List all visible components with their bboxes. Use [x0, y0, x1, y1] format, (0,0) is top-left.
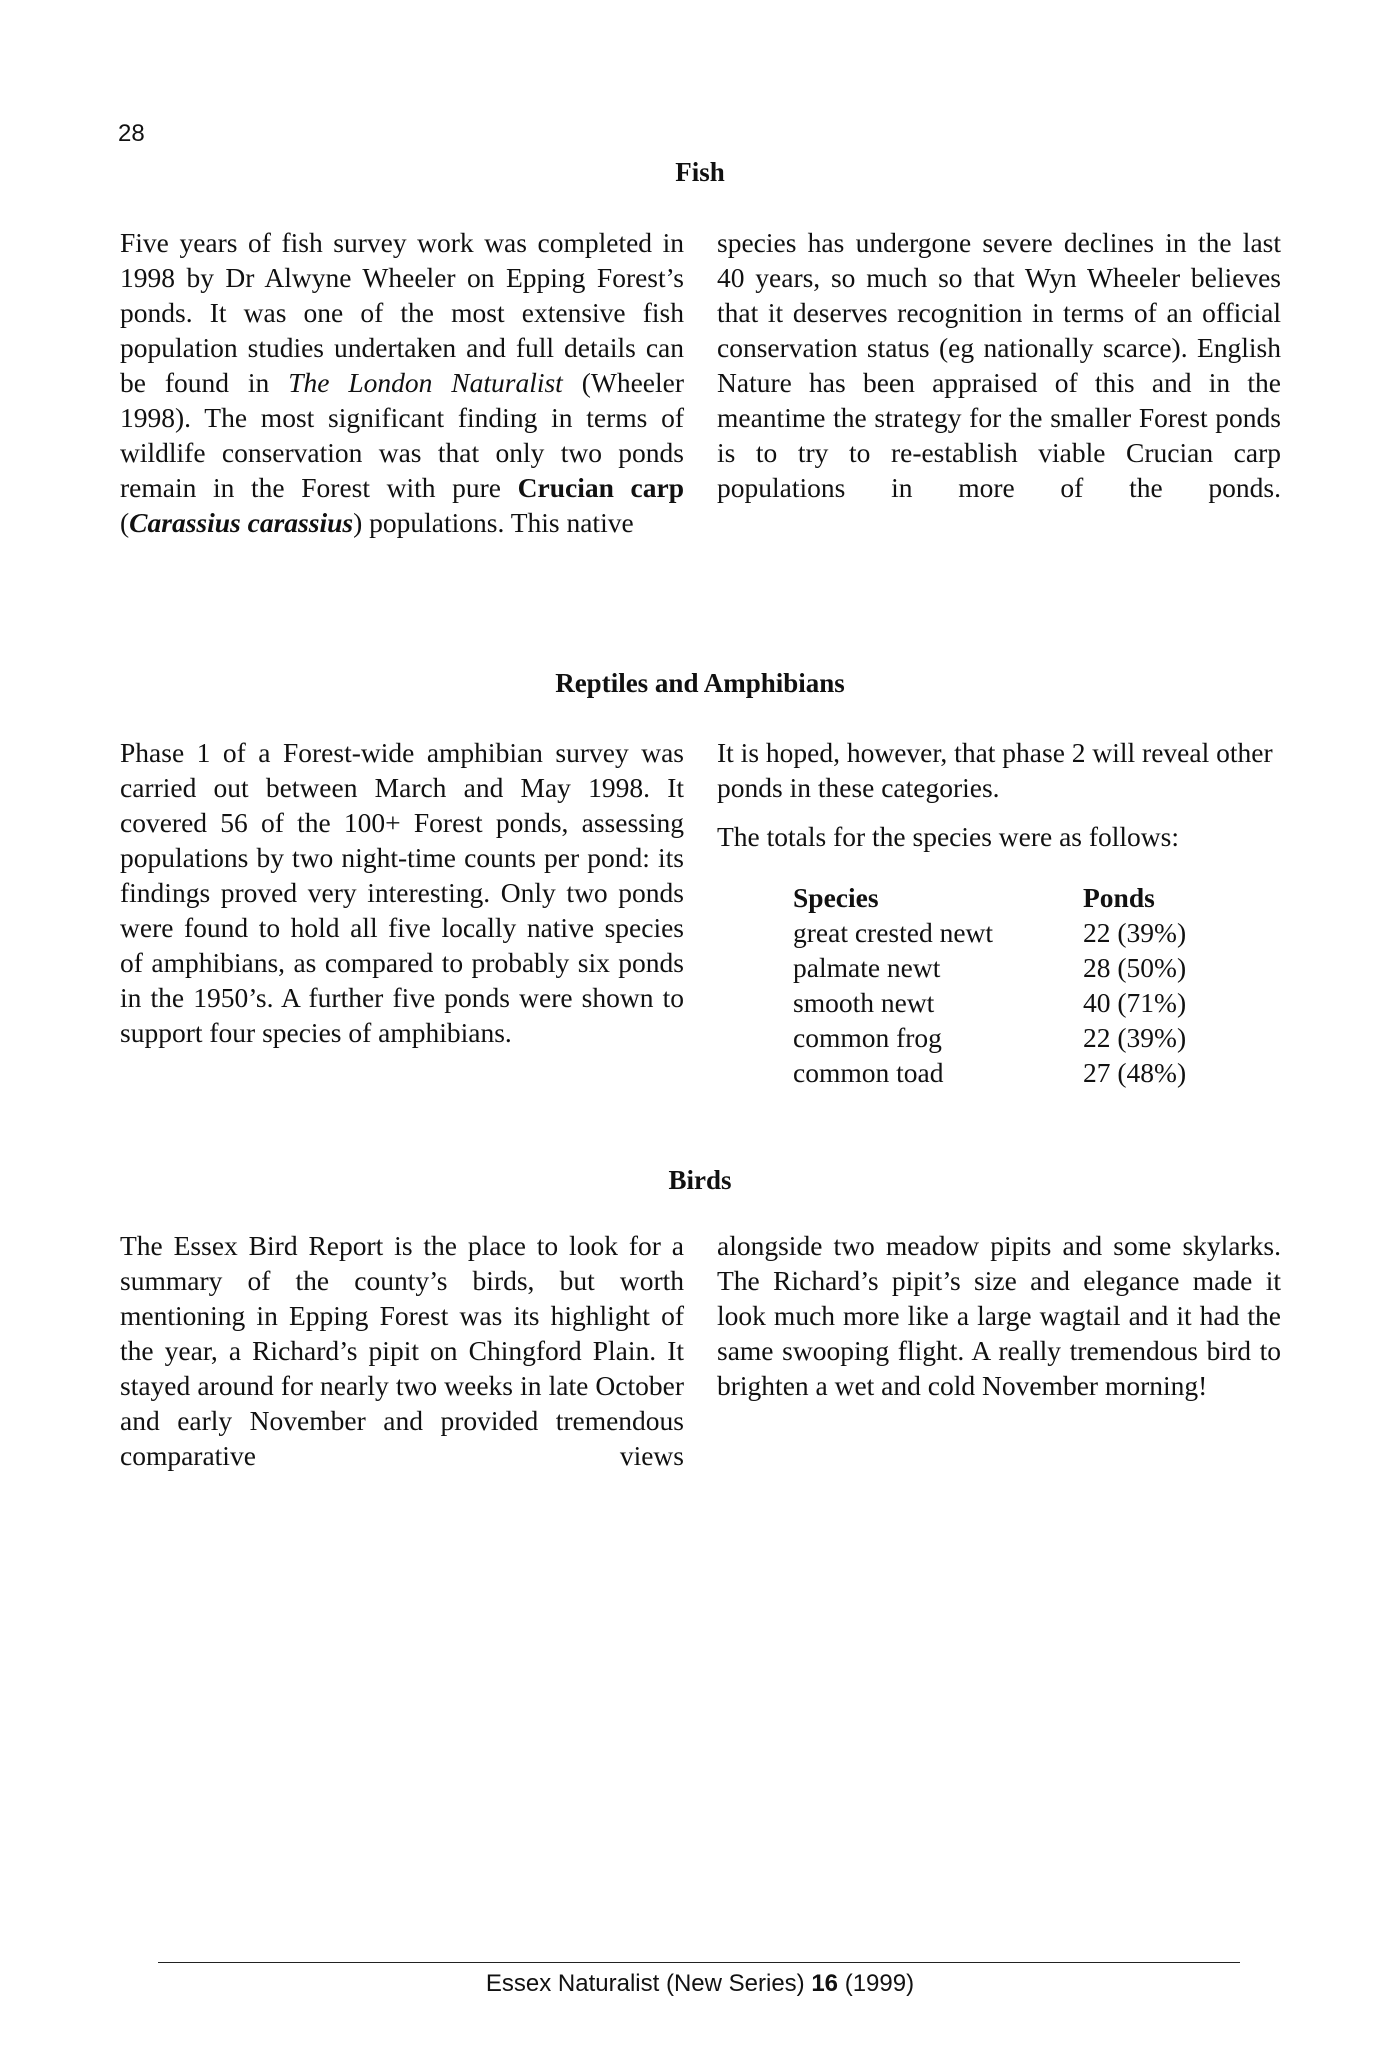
section-title-birds: Birds	[668, 1165, 732, 1195]
birds-left-paragraph: The Essex Bird Report is the place to look for a summary of the county’s birds, but worth mentioning in Epping Forest was its highlight of the year, a Richard’s pipit on Chingford Plain. It stayed around for nearly two weeks in late October and early November and provided tremendous comparative views	[120, 1230, 684, 1471]
reptiles-right-column	[717, 735, 1281, 854]
reptiles-right-paragraph-1: It is hoped, however, that phase 2 will reveal other ponds in these categories.	[717, 737, 1273, 803]
table-row	[793, 950, 1186, 985]
reptiles-right-paragraph-2: The totals for the species were as follows:	[717, 821, 1180, 852]
footer-rule	[158, 1962, 1240, 1963]
table-cell-species: common toad	[793, 1057, 944, 1088]
table-cell-ponds: 22 (39%)	[1083, 1022, 1187, 1053]
reptiles-left-column	[120, 735, 684, 1050]
table-cell-ponds: 28 (50%)	[1083, 952, 1187, 983]
table-cell-species: great crested newt	[793, 917, 994, 948]
table-row	[793, 1020, 1186, 1055]
table-cell-species: palmate newt	[793, 952, 941, 983]
birds-right-paragraph: alongside two meadow pipits and some skylarks. The Richard’s pipit’s size and elegance made it look much more like a large wagtail and it had the same swooping flight. A really tremendous bird to brighten a wet and cold November morning!	[717, 1230, 1281, 1401]
section-title-fish: Fish	[675, 157, 725, 187]
footer-journal: Essex Naturalist (New Series)	[485, 1970, 812, 1997]
footer-year: (1999)	[838, 1970, 915, 1997]
table-row	[793, 915, 1186, 950]
table-row	[793, 985, 1186, 1020]
table-cell-ponds: 27 (48%)	[1083, 1057, 1187, 1088]
section-title-reptiles: Reptiles and Amphibians	[555, 668, 845, 698]
table-cell-ponds: 22 (39%)	[1083, 917, 1187, 948]
fish-latin-name: Carassius carassius	[129, 507, 354, 538]
fish-crucian-carp: Crucian carp	[517, 472, 684, 503]
table-cell-species: common frog	[793, 1022, 942, 1053]
table-header-species: Species	[793, 882, 879, 913]
fish-right-paragraph: species has undergone severe declines in the last 40 years, so much so that Wyn Wheeler believes that it deserves recognition in terms of an official conservation status (eg nationally scarce). English Nature has been appraised of this and in the meantime the strategy for the smaller Forest ponds is to try to re-establish viable Crucian carp populations in more of the ponds.	[717, 227, 1281, 503]
table-cell-species: smooth newt	[793, 987, 935, 1018]
page-number: 28	[118, 120, 145, 147]
table-header-row	[793, 880, 1186, 915]
fish-right-column	[717, 225, 1281, 505]
fish-journal-title: The London Naturalist	[288, 367, 563, 398]
species-table	[793, 880, 1186, 1090]
table-row	[793, 1055, 1186, 1090]
table-cell-ponds: 40 (71%)	[1083, 987, 1187, 1018]
fish-text-4: ) populations. This native	[353, 507, 634, 538]
birds-right-column	[717, 1228, 1281, 1403]
fish-text-3: (	[120, 507, 130, 538]
fish-left-paragraph	[120, 225, 684, 540]
fish-text-2: (Wheeler 1998). The most significant finding in terms of wildlife conservation was that only two ponds remain in the Forest with pure	[120, 367, 684, 503]
reptiles-left-paragraph: Phase 1 of a Forest-wide amphibian survey was carried out between March and May 1998. It covered 56 of the 100+ Forest ponds, assessing populations by two night-time counts per pond: its findings proved very interesting. Only two ponds were found to hold all five locally native species of amphibians, as compared to probably six ponds in the 1950’s. A further five ponds were shown to support four species of amphibians.	[120, 737, 684, 1048]
fish-left-column	[120, 225, 684, 540]
table-header-ponds: Ponds	[1083, 882, 1155, 913]
footer	[0, 1970, 1400, 1998]
birds-left-column	[120, 1228, 684, 1473]
footer-volume: 16	[811, 1970, 839, 1997]
fish-text-1: Five years of fish survey work was completed in 1998 by Dr Alwyne Wheeler on Epping Forest’s ponds. It was one of the most extensive fish population studies undertaken and full details can be found in	[120, 227, 684, 398]
